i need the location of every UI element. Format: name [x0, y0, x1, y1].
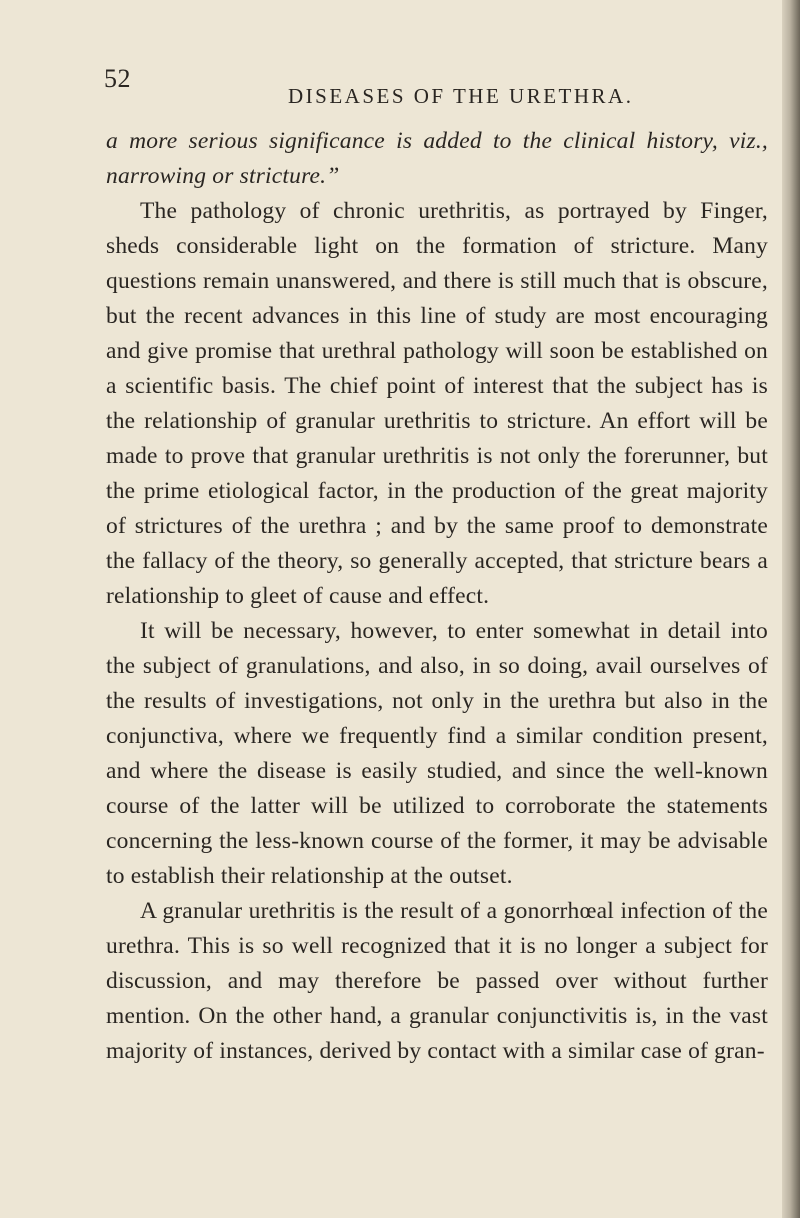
paragraph-granular-urethritis: A granular urethritis is the result of a gonorrhœal infection of the urethra. This is so well recognized that it is no longer a subject for discussion, and may therefore be passed over without further mention. On the other hand, a granular conjunctivitis is, in the vast majority of instances, derived by contact with a similar case of gran- [106, 898, 768, 1064]
body-text [106, 124, 768, 1069]
scan-page-edge [782, 0, 800, 1218]
page-number: 52 [104, 64, 131, 93]
quote-continuation: a more serious significance is added to the clinical history, viz., narrowing or stricture.” [106, 128, 768, 189]
paragraph-granulations: It will be necessary, however, to enter somewhat in detail into the subject of granulations, and also, in so doing, avail ourselves of the results of investigations, not only in the urethra but also in the conjunctiva, where we frequently find a similar condition present, and where the disease is easily studied, and since the well-known course of the latter will be utilized to corroborate the statements concerning the less-known course of the former, it may be advisable to establish their relationship at the outset. [106, 618, 768, 889]
paragraph-pathology: The pathology of chronic urethritis, as portrayed by Finger, sheds considerable light on the formation of stricture. Many questions remain unanswered, and there is still much that is obscure, but the recent advances in this line of study are most encouraging and give promise that urethral pathology will soon be established on a scientific basis. The chief point of interest that the subject has is the relationship of granular urethritis to stricture. An effort will be made to prove that granular urethritis is not only the forerunner, but the prime etiological factor, in the production of the great majority of strictures of the urethra ; and by the same proof to demonstrate the fallacy of the theory, so generally accepted, that stricture bears a relationship to gleet of cause and effect. [106, 198, 768, 609]
running-title: DISEASES OF THE URETHRA. [288, 84, 634, 108]
